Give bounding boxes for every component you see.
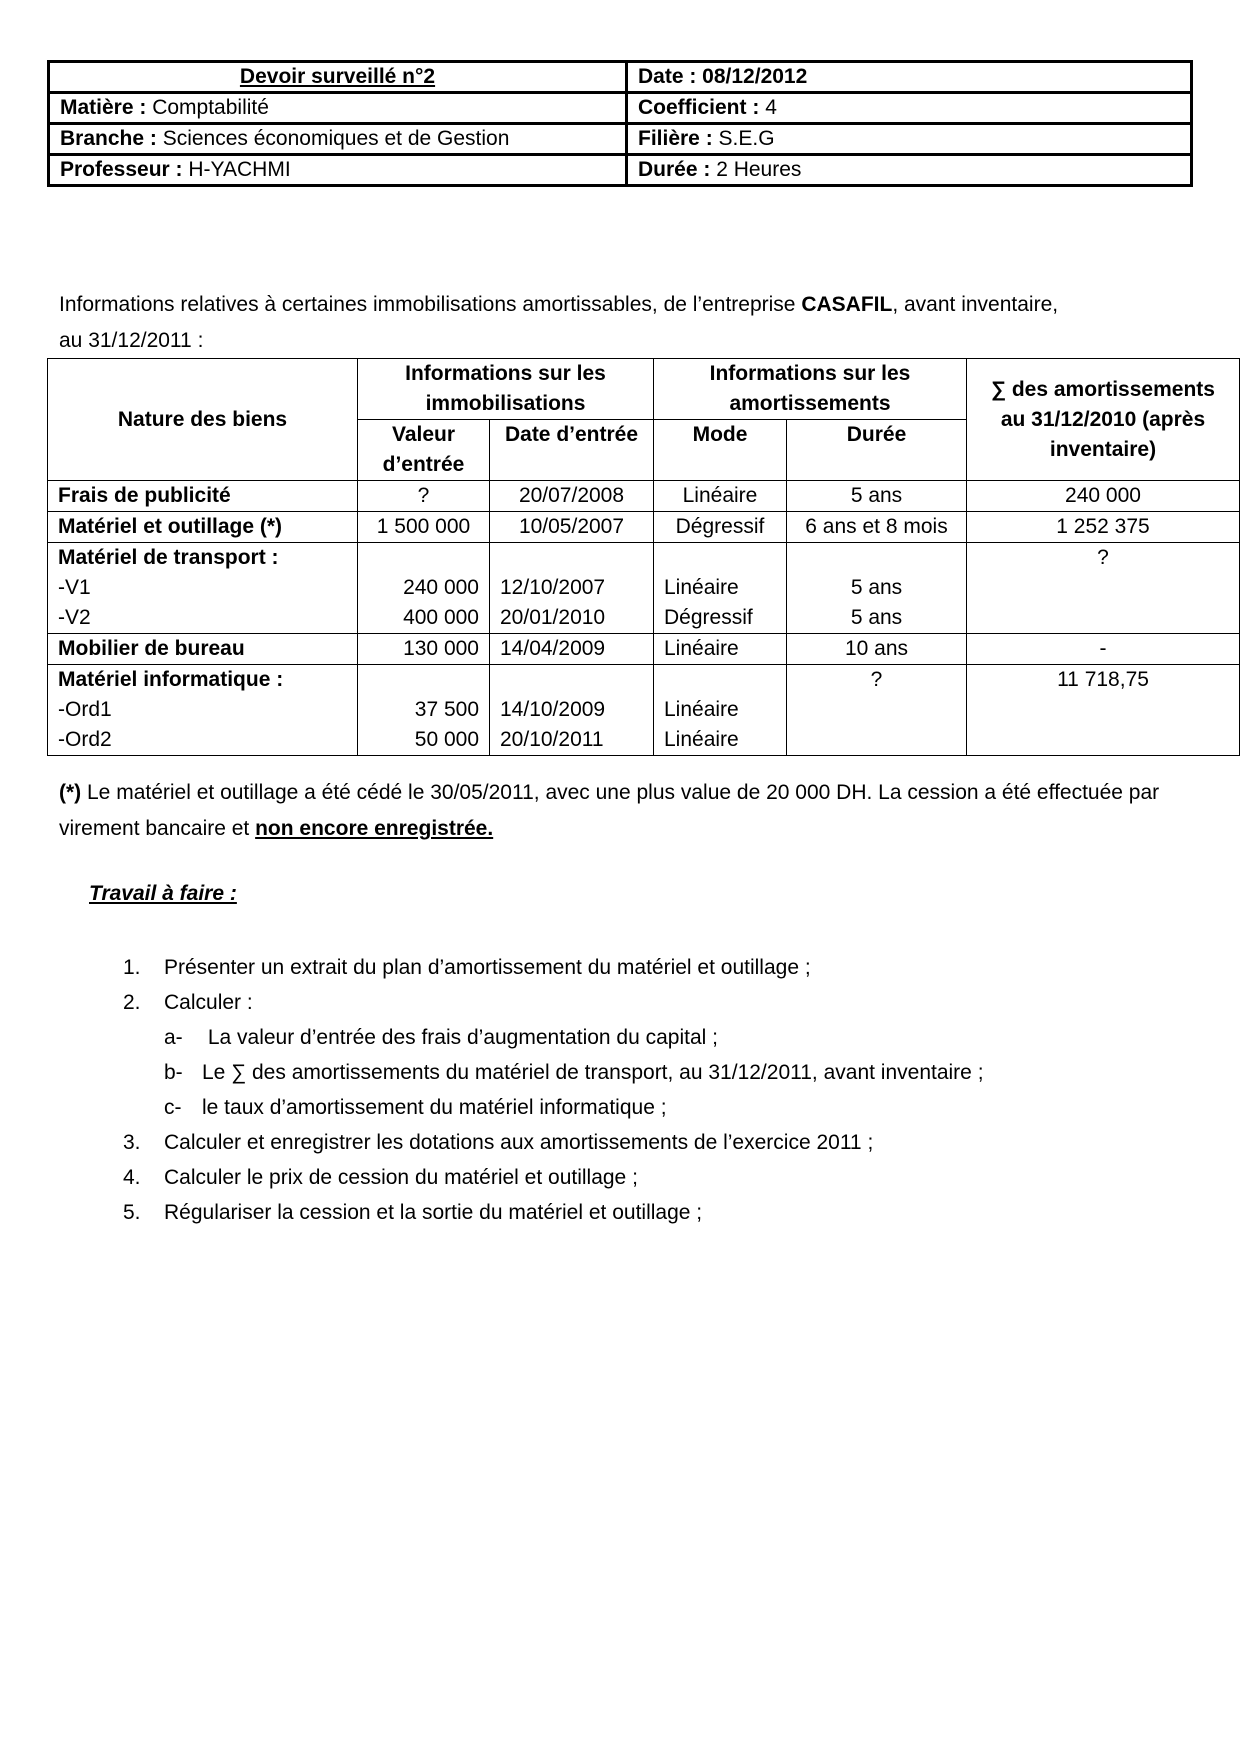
professeur-label: Professeur : [60,158,183,181]
cell-sum: 1 252 375 [967,512,1240,543]
cell-sum: 11 718,75 [967,665,1240,756]
cell-valeur: 130 000 [358,634,490,665]
item-text: Calculer : [164,991,253,1014]
duree-cell [627,155,1192,186]
item-number: 4. [123,1166,141,1189]
sub-item-name: -Ord2 [58,728,112,751]
sub-duree: 5 ans [850,606,903,629]
row-name: Frais de publicité [48,481,358,512]
matiere-cell [49,93,627,124]
exam-header-table [47,60,1193,187]
filiere-label: Filière : [638,127,713,150]
cell-date [490,665,654,756]
sub-item-letter: b- [164,1061,183,1084]
table-row [48,543,1240,634]
footnote-marker: (*) [59,781,82,804]
col-amort-group-header: Informations sur les amortissements [654,359,967,420]
cell-mode: Linéaire [654,481,787,512]
cell-duree: 5 ans [787,481,967,512]
item-number: 5. [123,1201,141,1224]
table-row [48,512,1240,543]
row-name-cell [48,543,358,634]
cell-valeur [358,543,490,634]
professeur-value: H-YACHMI [188,158,291,181]
footnote-text: Le matériel et outillage a été cédé le 30/05/2011, avec une plus value de 20 000 DH. La cession a été effectuée par virement bancaire et [59,781,1160,840]
cell-valeur: ? [358,481,490,512]
col-date-header: Date d’entrée [490,420,654,481]
sub-valeur: 37 500 [414,698,479,721]
sub-item-text: Le ∑ des amortissements du matériel de transport, au 31/12/2011, avant inventaire ; [202,1061,984,1084]
cell-mode [654,665,787,756]
sub-mode: Linéaire [664,576,739,599]
sub-valeur: 400 000 [403,606,479,629]
sub-item-name: -V1 [58,576,91,599]
sub-item-name: -V2 [58,606,91,629]
intro-paragraph [59,287,1199,359]
row-name: Mobilier de bureau [48,634,358,665]
matiere-value: Comptabilité [152,96,269,119]
coefficient-value: 4 [765,96,777,119]
list-item [123,950,1223,985]
work-title: Travail à faire : [89,882,237,905]
sub-item-letter: c- [164,1096,182,1119]
cell-mode [654,543,787,634]
sub-item-text: le taux d’amortissement du matériel informatique ; [202,1096,667,1119]
sub-item-text: La valeur d’entrée des frais d’augmentation du capital ; [202,1026,718,1049]
cell-valeur: 1 500 000 [358,512,490,543]
row-name: Matériel et outillage (*) [48,512,358,543]
company-name: CASAFIL [801,293,893,316]
duree-value: 2 Heures [716,158,802,181]
duree-label: Durée : [638,158,711,181]
sub-list-item [123,1020,1223,1055]
footnote-emphasis: non encore enregistrée. [255,817,494,840]
sub-mode: Linéaire [664,698,739,721]
list-item [123,1195,1223,1230]
intro-date: au 31/12/2011 : [59,329,204,352]
list-item [123,1160,1223,1195]
table-row [48,481,1240,512]
exam-title: Devoir surveillé n°2 [49,62,627,93]
professeur-cell [49,155,627,186]
table-row [48,665,1240,756]
col-nature-header: Nature des biens [48,359,358,481]
immobilisations-table [47,358,1240,756]
cell-sum: ? [967,543,1240,634]
item-text: Présenter un extrait du plan d’amortissement du matériel et outillage ; [164,956,811,979]
sub-mode: Linéaire [664,728,739,751]
cell-duree: ? [787,665,967,756]
sub-valeur: 240 000 [403,576,479,599]
col-duree-header: Durée [787,420,967,481]
sub-date: 20/10/2011 [500,728,604,751]
sub-mode: Dégressif [664,606,753,629]
sub-date: 20/01/2010 [500,606,606,629]
cell-date: 10/05/2007 [490,512,654,543]
item-text: Régulariser la cession et la sortie du matériel et outillage ; [164,1201,703,1224]
sub-list-item [123,1055,1223,1090]
row-name: Matériel informatique : [58,668,284,691]
cell-mode: Linéaire [654,634,787,665]
sub-date: 12/10/2007 [500,576,606,599]
footnote [59,775,1199,847]
sub-list-item [123,1090,1223,1125]
cell-sum: - [967,634,1240,665]
branche-value: Sciences économiques et de Gestion [162,127,510,150]
cell-date: 14/04/2009 [490,634,654,665]
cell-duree: 6 ans et 8 mois [787,512,967,543]
exam-date: Date : 08/12/2012 [627,62,1192,93]
sub-item-letter: a- [164,1026,183,1049]
col-mode-header: Mode [654,420,787,481]
sub-date: 14/10/2009 [500,698,606,721]
cell-sum: 240 000 [967,481,1240,512]
sub-item-name: -Ord1 [58,698,112,721]
cell-date: 20/07/2008 [490,481,654,512]
filiere-value: S.E.G [718,127,775,150]
item-text: Calculer le prix de cession du matériel et outillage ; [164,1166,638,1189]
task-list [123,950,1223,1230]
list-item [123,1125,1223,1160]
branche-label: Branche : [60,127,157,150]
row-name-cell [48,665,358,756]
coefficient-label: Coefficient : [638,96,760,119]
table-row [48,634,1240,665]
item-number: 3. [123,1131,141,1154]
branche-cell [49,124,627,155]
item-text: Calculer et enregistrer les dotations aux amortissements de l’exercice 2011 ; [164,1131,874,1154]
sub-valeur: 50 000 [414,728,479,751]
cell-duree [787,543,967,634]
col-valeur-header: Valeur d’entrée [358,420,490,481]
col-immob-group-header: Informations sur les immobilisations [358,359,654,420]
row-name: Matériel de transport : [58,546,279,569]
intro-text-after: , avant inventaire, [892,293,1059,316]
sub-duree: 5 ans [850,576,903,599]
item-number: 1. [123,956,141,979]
coefficient-cell [627,93,1192,124]
col-sum-header: ∑ des amortissements au 31/12/2010 (après inventaire) [967,359,1240,481]
intro-text: Informations relatives à certaines immobilisations amortissables, de l’entreprise [59,293,802,316]
cell-duree: 10 ans [787,634,967,665]
item-number: 2. [123,991,141,1014]
cell-date [490,543,654,634]
cell-valeur [358,665,490,756]
filiere-cell [627,124,1192,155]
matiere-label: Matière : [60,96,147,119]
cell-mode: Dégressif [654,512,787,543]
list-item [123,985,1223,1020]
